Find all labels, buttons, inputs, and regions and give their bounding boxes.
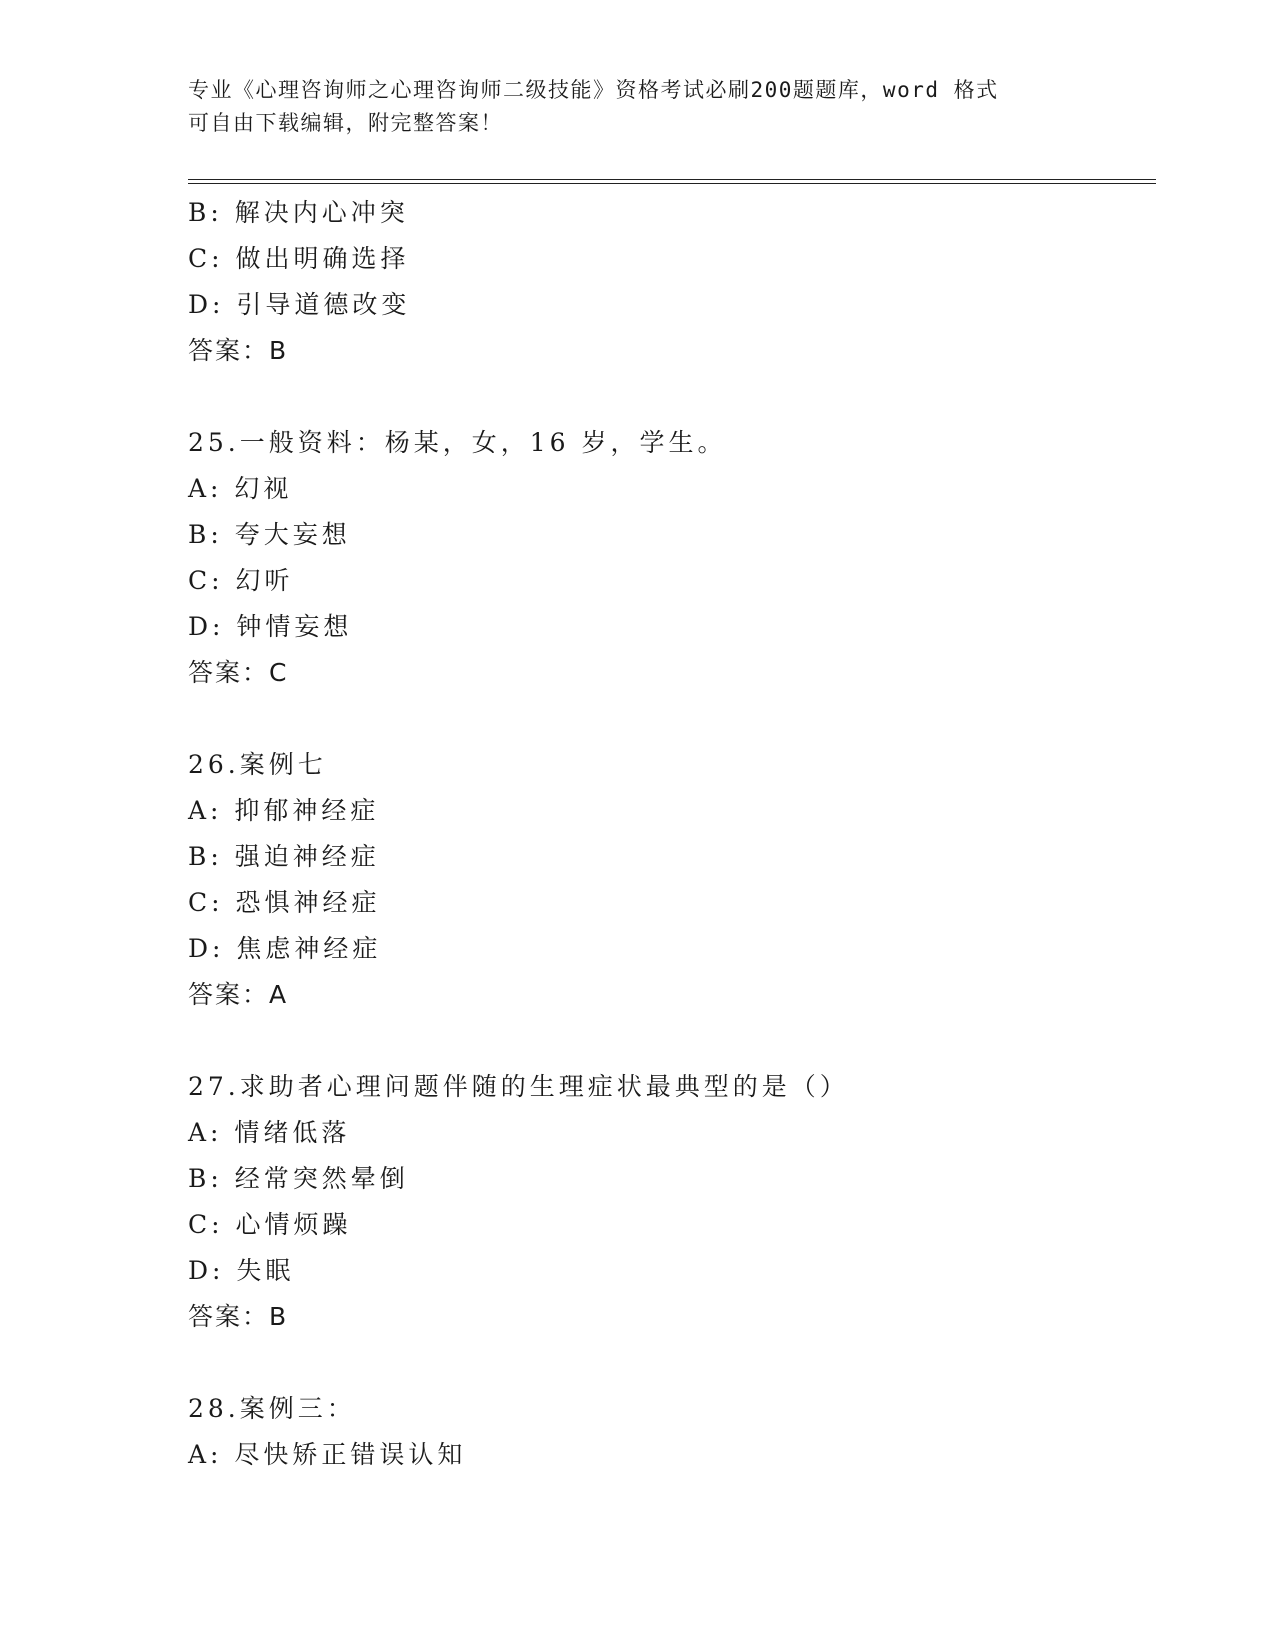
document-header — [188, 74, 1088, 140]
option-d: D: 引导道德改变 — [188, 290, 411, 319]
option-c: C: 幻听 — [188, 566, 294, 595]
option-c: C: 恐惧神经症 — [188, 888, 381, 917]
spacer — [188, 1018, 1148, 1064]
answer-line: 答案：B — [188, 1302, 289, 1331]
question-stem: 28.案例三： — [188, 1394, 356, 1423]
header-line-1: 专业《心理咨询师之心理咨询师二级技能》资格考试必刷200题题库，word 格式 — [188, 78, 999, 102]
question-stem: 25.一般资料：杨某，女，16 岁，学生。 — [188, 428, 727, 457]
header-line-2: 可自由下载编辑，附完整答案！ — [188, 111, 503, 135]
header-divider-top — [188, 179, 1156, 180]
header-divider-bottom — [188, 183, 1156, 184]
question-stem: 26.案例七 — [188, 750, 327, 779]
question-stem: 27.求助者心理问题伴随的生理症状最典型的是（） — [188, 1072, 849, 1101]
option-b: B: 强迫神经症 — [188, 842, 380, 871]
option-a: A: 尽快矫正错误认知 — [188, 1440, 467, 1469]
spacer — [188, 374, 1148, 420]
option-c: C: 心情烦躁 — [188, 1210, 352, 1239]
question-28 — [188, 1386, 1148, 1478]
spacer — [188, 696, 1148, 742]
option-c: C: 做出明确选择 — [188, 244, 410, 273]
option-b: B: 解决内心冲突 — [188, 198, 409, 227]
spacer — [188, 1340, 1148, 1386]
option-a: A: 抑郁神经症 — [188, 796, 380, 825]
answer-line: 答案：B — [188, 336, 289, 365]
answer-line: 答案：C — [188, 658, 289, 687]
option-d: D: 钟情妄想 — [188, 612, 353, 641]
question-list — [188, 190, 1148, 1478]
question-25 — [188, 420, 1148, 696]
question-26 — [188, 742, 1148, 1018]
option-a: A: 情绪低落 — [188, 1118, 351, 1147]
option-a: A: 幻视 — [188, 474, 293, 503]
option-d: D: 失眠 — [188, 1256, 295, 1285]
option-b: B: 经常突然晕倒 — [188, 1164, 409, 1193]
option-b: B: 夸大妄想 — [188, 520, 351, 549]
answer-line: 答案：A — [188, 980, 289, 1009]
option-d: D: 焦虑神经症 — [188, 934, 382, 963]
question-24-continued — [188, 190, 1148, 374]
question-27 — [188, 1064, 1148, 1340]
